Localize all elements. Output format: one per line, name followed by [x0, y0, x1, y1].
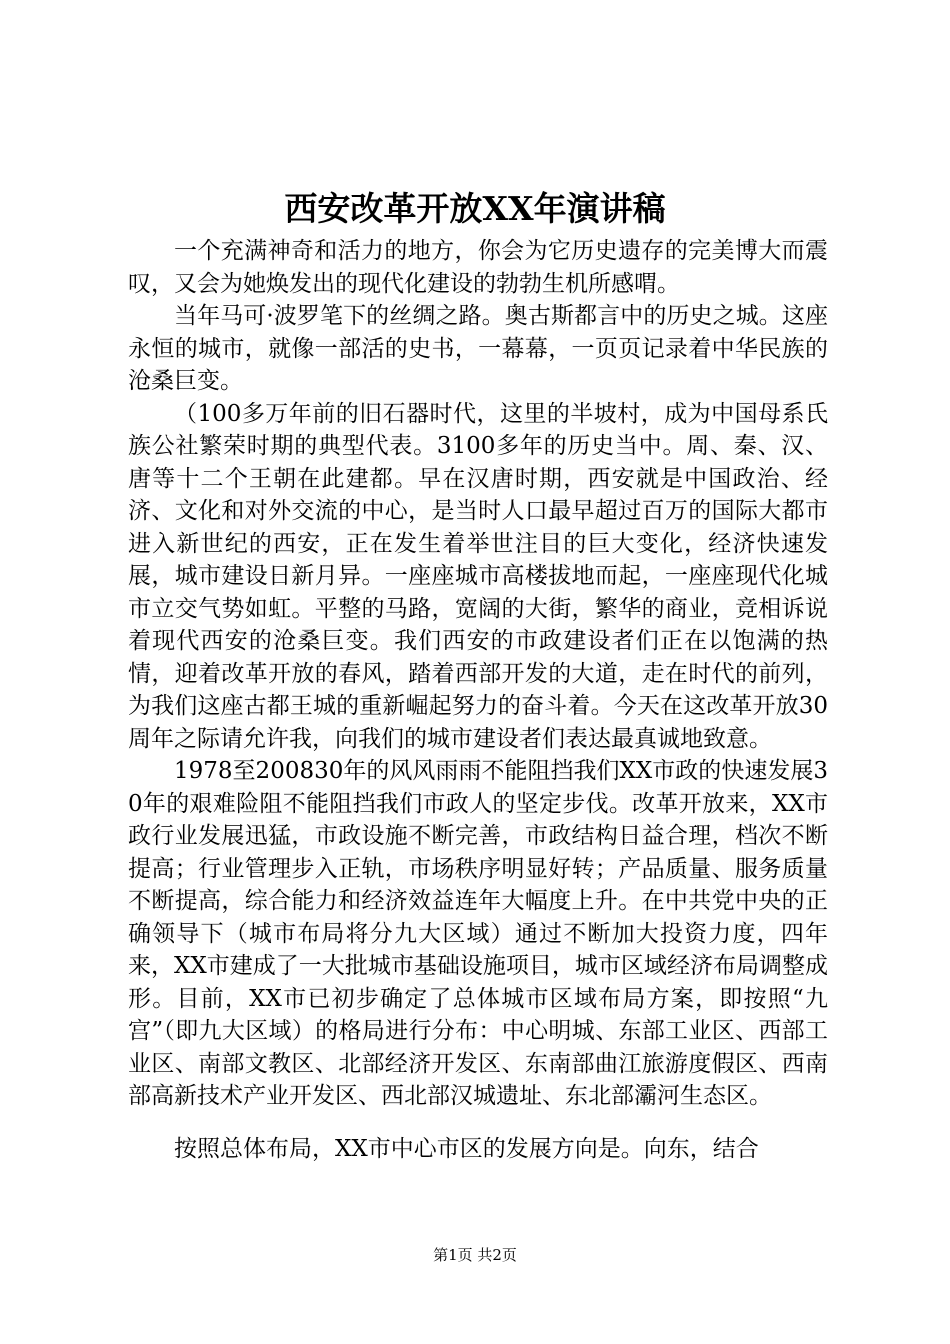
page-footer: 第1页 共2页	[433, 1246, 517, 1264]
paragraph: 按照总体布局，XX市中心市区的发展方向是。向东，结合	[174, 1135, 759, 1162]
paragraph: （100多万年前的旧石器时代，这里的半坡村，成为中国母系氏族公社繁荣时期的典型代表。3100多年的历史当中。周、秦、汉、唐等十二个王朝在此建都。早在汉唐时期，西安就是中国政治、经济、文化和对外交流的中心，是当时人口最早超过百万的国际大都市进入新世纪的西安，正在发生着举世注目的巨大变化，经济快速发展，城市建设日新月异。一座座城市高楼拔地而起，一座座现代化城市立交气势如虹。平整的马路，宽阔的大街，繁华的商业，竞相诉说着现代西安的沧桑巨变。我们西安的市政建设者们正在以饱满的热情，迎着改革开放的春风，踏着西部开发的大道，走在时代的前列，为我们这座古都王城的重新崛起努力的奋斗着。今天在这改革开放30周年之际请允许我，向我们的城市建设者们表达最真诚地致意。	[128, 400, 828, 752]
paragraph: 一个充满神奇和活力的地方，你会为它历史遗存的完美博大而震叹，又会为她焕发出的现代化建设的勃勃生机所感喟。	[128, 238, 828, 297]
paragraph: 当年马可·波罗笔下的丝绸之路。奥古斯都言中的历史之城。这座永恒的城市，就像一部活的史书，一幕幕，一页页记录着中华民族的沧桑巨变。	[128, 303, 828, 394]
paragraph: 1978至200830年的风风雨雨不能阻挡我们XX市政的快速发展30年的艰难险阻不能阻挡我们市政人的坚定步伐。改革开放来，XX市政行业发展迅猛，市政设施不断完善，市政结构日益合理，档次不断提高；行业管理步入正轨，市场秩序明显好转；产品质量、服务质量不断提高，综合能力和经济效益连年大幅度上升。在中共党中央的正确领导下（城市布局将分九大区域）通过不断加大投资力度，四年来，XX市建成了一大批城市基础设施项目，城市区域经济布局调整成形。目前，XX市已初步确定了总体城市区域布局方案，即按照“九宫”（即九大区域）的格局进行分布：中心明城、东部工业区、西部工业区、南部文教区、北部经济开发区、东南部曲江旅游度假区、西南部高新技术产业开发区、西北部汉城遗址、东北部灞河生态区。	[128, 758, 828, 1109]
document-body	[128, 235, 828, 1165]
document-title: 西安改革开放XX年演讲稿	[284, 189, 666, 228]
